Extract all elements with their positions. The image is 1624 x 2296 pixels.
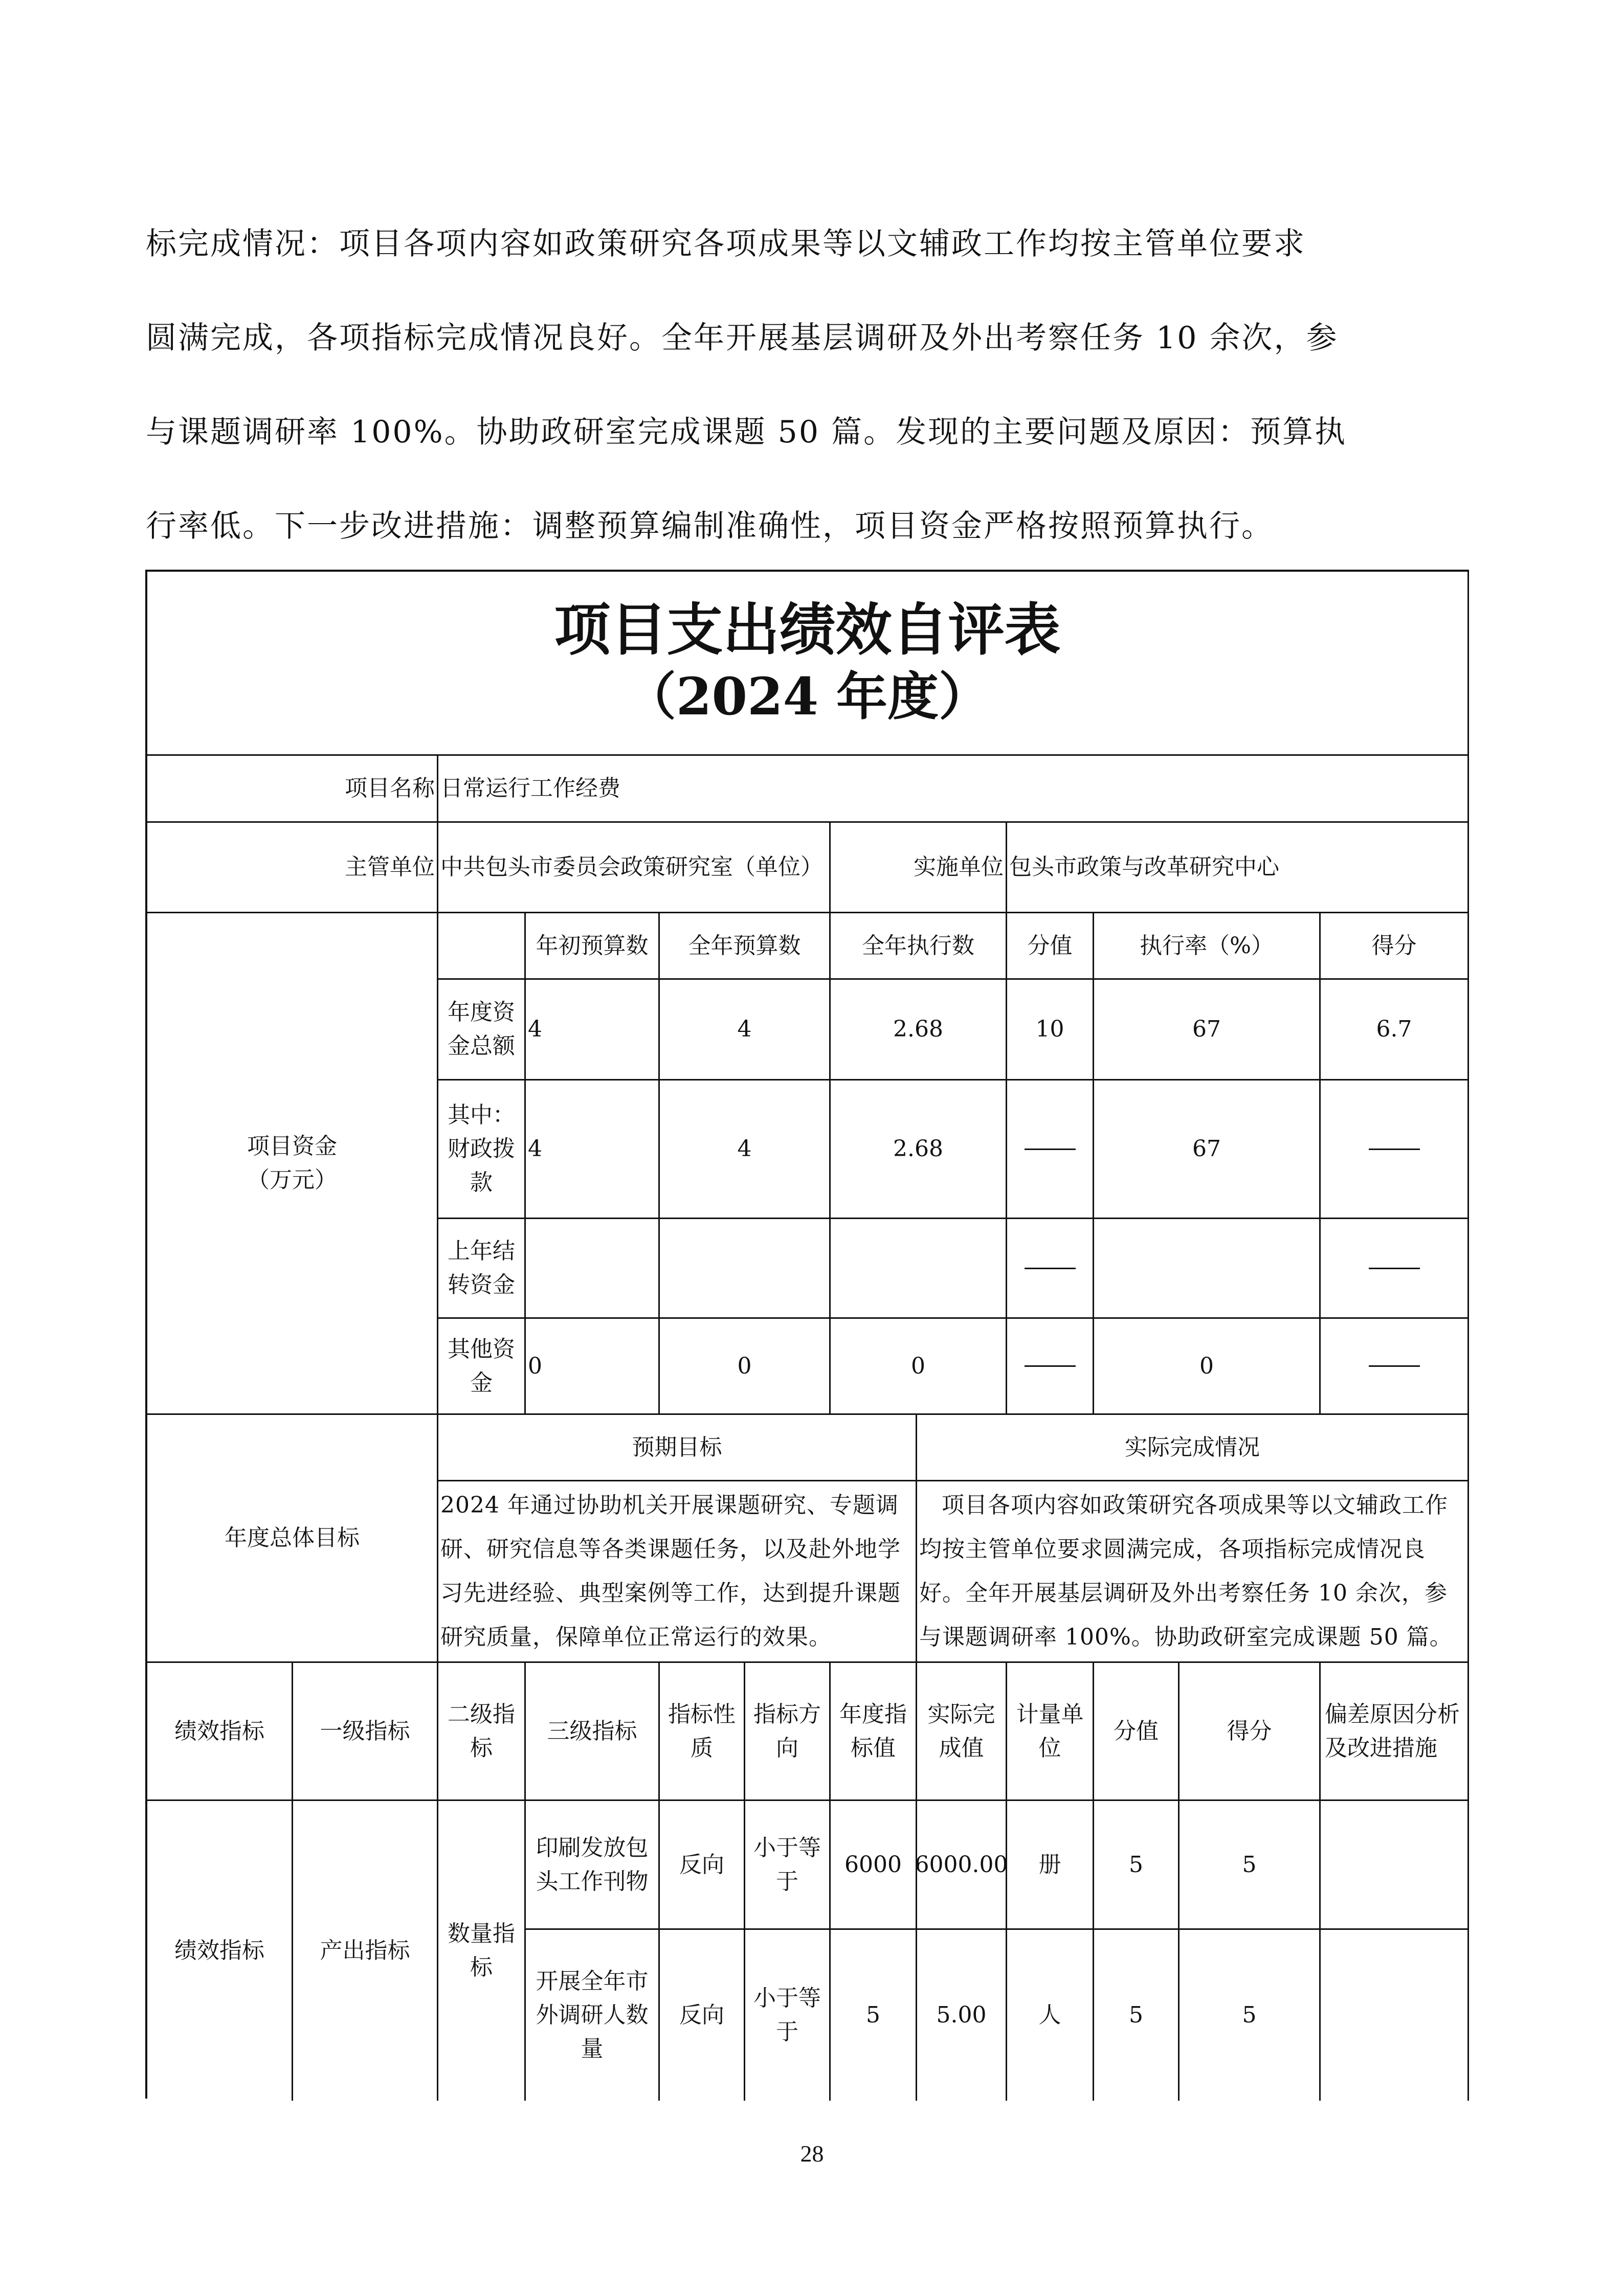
funds-executed: 2.68: [831, 1081, 1007, 1219]
indicator-score-value: 5: [1094, 1801, 1180, 1930]
project-name-label: 项目名称: [147, 756, 438, 823]
indicator-unit: 人: [1007, 1930, 1094, 2101]
indicator-actual: 5.00: [917, 1930, 1007, 2101]
funds-row-name: 其中：财政拨款: [438, 1081, 526, 1219]
funds-initial: [526, 1219, 660, 1319]
indicator-level3: 开展全年市外调研人数量: [526, 1930, 660, 2101]
supervisor-value: 中共包头市委员会政策研究室（单位）: [438, 823, 831, 913]
funds-score: [1321, 1319, 1469, 1415]
indicator-deviation: [1321, 1801, 1469, 1930]
page-number: 28: [800, 2141, 824, 2167]
funds-header: 分值: [1007, 913, 1094, 980]
indicator-target: 5: [831, 1930, 917, 2101]
funds-rate: 0: [1094, 1319, 1321, 1415]
funds-score-value: [1007, 1319, 1094, 1415]
funds-score: 6.7: [1321, 980, 1469, 1081]
indicator-level2: 数量指标: [438, 1801, 526, 2101]
indicator-nature: 反向: [660, 1801, 745, 1930]
indicator-target: 6000: [831, 1801, 917, 1930]
indicator-header: 一级指标: [293, 1663, 438, 1801]
indicator-header: 指标性质: [660, 1663, 745, 1801]
indicator-score: 5: [1180, 1801, 1321, 1930]
funds-score-value: [1007, 1219, 1094, 1319]
intro-line: 圆满完成，各项指标完成情况良好。全年开展基层调研及外出考察任务 10 余次，参: [146, 320, 1339, 356]
indicator-section-label: 绩效指标: [147, 1801, 293, 2101]
funds-row-name: 上年结转资金: [438, 1219, 526, 1319]
funds-executed: [831, 1219, 1007, 1319]
project-name-value: 日常运行工作经费: [438, 756, 1469, 823]
indicator-header: 偏差原因分析及改进措施: [1321, 1663, 1469, 1801]
indicator-actual: 6000.00: [917, 1801, 1007, 1930]
indicator-score-value: 5: [1094, 1930, 1180, 2101]
funds-score-value: 10: [1007, 980, 1094, 1081]
funds-row-name: 年度资金总额: [438, 980, 526, 1081]
funds-header: 全年执行数: [831, 913, 1007, 980]
form-title: 项目支出绩效自评表: [554, 596, 1061, 663]
funds-label-cell: [147, 913, 438, 1415]
funds-header-blank: [438, 913, 526, 980]
funds-label: 项目资金: [247, 1133, 337, 1159]
funds-unit: （万元）: [247, 1167, 337, 1193]
indicator-deviation: [1321, 1930, 1469, 2101]
indicator-direction: 小于等于: [745, 1801, 831, 1930]
funds-header: 全年预算数: [660, 913, 831, 980]
indicator-nature: 反向: [660, 1930, 745, 2101]
self-evaluation-table: [145, 570, 1469, 2099]
implementer-value: 包头市政策与改革研究中心: [1007, 823, 1469, 913]
funds-annual: 4: [660, 1081, 831, 1219]
indicator-header: 三级指标: [526, 1663, 660, 1801]
implementer-label: 实施单位: [831, 823, 1007, 913]
dash-placeholder: [1369, 1268, 1420, 1269]
funds-annual: 0: [660, 1319, 831, 1415]
indicator-header: 得分: [1180, 1663, 1321, 1801]
indicator-header: 实际完成值: [917, 1663, 1007, 1801]
annual-goal-label: 年度总体目标: [147, 1415, 438, 1663]
expected-goal-text: 2024 年通过协助机关开展课题研究、专题调研、研究信息等各类课题任务，以及赴外地学习先进经验、典型案例等工作，达到提升课题研究质量，保障单位正常运行的效果。: [438, 1481, 917, 1663]
indicator-direction: 小于等于: [745, 1930, 831, 2101]
indicator-level3: 印刷发放包头工作刊物: [526, 1801, 660, 1930]
funds-rate: [1094, 1219, 1321, 1319]
dash-placeholder: [1025, 1149, 1076, 1150]
indicator-score: 5: [1180, 1930, 1321, 2101]
dash-placeholder: [1025, 1365, 1076, 1367]
intro-line: 与课题调研率 100%。协助政研室完成课题 50 篇。发现的主要问题及原因：预算执: [146, 414, 1347, 450]
funds-rate: 67: [1094, 980, 1321, 1081]
table-title-cell: [147, 572, 1469, 756]
indicator-level1: 产出指标: [293, 1801, 438, 2101]
funds-initial: 4: [526, 980, 660, 1081]
actual-completion-text: 项目各项内容如政策研究各项成果等以文辅政工作均按主管单位要求圆满完成，各项指标完成情况良好。全年开展基层调研及外出考察任务 10 余次，参与课题调研率 100%。协助政研室完成课题 50 篇。: [917, 1481, 1469, 1663]
indicator-header: 分值: [1094, 1663, 1180, 1801]
intro-line: 行率低。下一步改进措施：调整预算编制准确性，项目资金严格按照预算执行。: [146, 508, 1274, 544]
funds-score-value: [1007, 1081, 1094, 1219]
indicator-header: 年度指标值: [831, 1663, 917, 1801]
indicator-header: 绩效指标: [147, 1663, 293, 1801]
dash-placeholder: [1369, 1149, 1420, 1150]
indicator-header: 二级指标: [438, 1663, 526, 1801]
form-subtitle: （2024 年度）: [625, 666, 990, 727]
dash-placeholder: [1369, 1365, 1420, 1367]
indicator-header: 指标方向: [745, 1663, 831, 1801]
intro-paragraph: [146, 197, 1476, 573]
funds-annual: 4: [660, 980, 831, 1081]
funds-score: [1321, 1219, 1469, 1319]
funds-header: 年初预算数: [526, 913, 660, 980]
funds-header: 执行率（%）: [1094, 913, 1321, 980]
funds-initial: 4: [526, 1081, 660, 1219]
actual-completion-header: 实际完成情况: [917, 1415, 1469, 1481]
dash-placeholder: [1025, 1268, 1076, 1269]
indicator-header: 计量单位: [1007, 1663, 1094, 1801]
funds-executed: 0: [831, 1319, 1007, 1415]
supervisor-label: 主管单位: [147, 823, 438, 913]
expected-goal-header: 预期目标: [438, 1415, 917, 1481]
funds-executed: 2.68: [831, 980, 1007, 1081]
funds-rate: 67: [1094, 1081, 1321, 1219]
funds-header: 得分: [1321, 913, 1469, 980]
funds-score: [1321, 1081, 1469, 1219]
funds-annual: [660, 1219, 831, 1319]
intro-line: 标完成情况：项目各项内容如政策研究各项成果等以文辅政工作均按主管单位要求: [146, 226, 1306, 262]
indicator-unit: 册: [1007, 1801, 1094, 1930]
funds-initial: 0: [526, 1319, 660, 1415]
funds-row-name: 其他资金: [438, 1319, 526, 1415]
